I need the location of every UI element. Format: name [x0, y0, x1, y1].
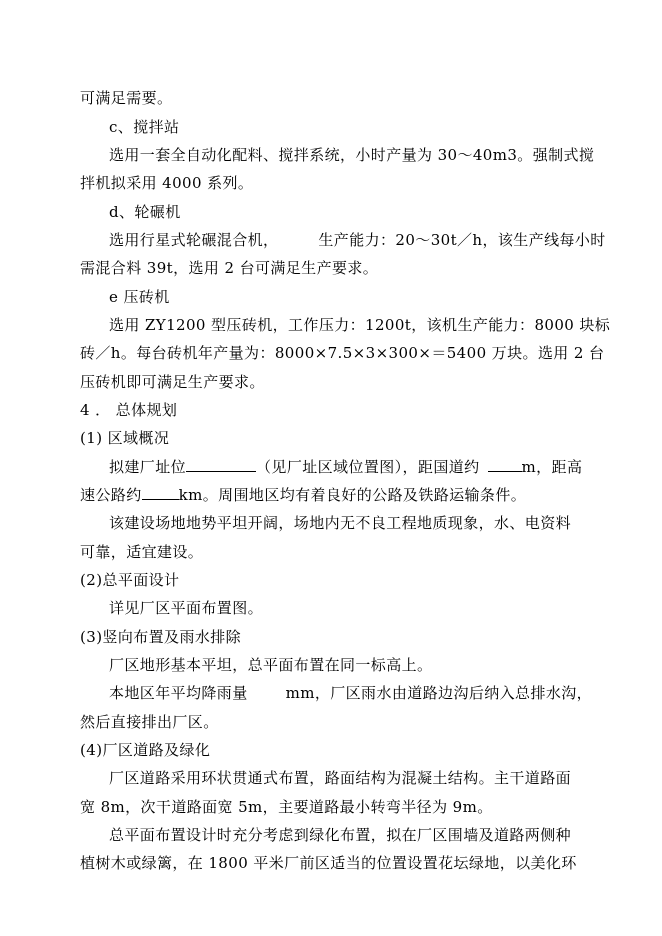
- subheading-vertical-layout: (3)竖向布置及雨水排除: [80, 628, 242, 646]
- subheading-roads-greening: (4)厂区道路及绿化: [80, 741, 211, 759]
- fill-in-blank: [488, 457, 522, 472]
- text-line: 厂区道路采用环状贯通式布置，路面结构为混凝土结构。主干道路面: [109, 769, 572, 787]
- text-segment: m，距高: [521, 458, 583, 476]
- text-line: 需混合料 39t，选用 2 台可满足生产要求。: [80, 259, 379, 277]
- text-line: 详见厂区平面布置图。: [109, 599, 264, 617]
- text-line: [109, 457, 582, 477]
- text-line: 植树木或绿篱，在 1800 平米厂前区适当的位置设置花坛绿地，以美化环: [80, 854, 577, 872]
- fill-in-blank: [142, 485, 179, 500]
- text-segment: 本地区年平均降雨量: [109, 684, 248, 702]
- text-line: 压砖机即可满足生产要求。: [80, 373, 265, 391]
- text-line: 然后直接排出厂区。: [80, 713, 219, 731]
- text-line: 拌机拟采用 4000 系列。: [80, 174, 254, 192]
- text-line: [80, 485, 526, 505]
- heading-wheel-mill: d、轮碾机: [109, 203, 181, 221]
- subheading-region-overview: (1) 区域概况: [80, 429, 170, 447]
- text-line: 砖／h。每台砖机年产量为：8000×7.5×3×300×＝5400 万块。选用 2 台: [80, 344, 605, 362]
- heading-mixing-station: c、搅拌站: [109, 118, 180, 136]
- heading-brick-press: e 压砖机: [109, 288, 170, 306]
- text-segment: 速公路约: [80, 486, 142, 504]
- text-segment: 拟建厂址位: [109, 458, 187, 476]
- text-line: [109, 683, 592, 703]
- text-line: 总平面布置设计时充分考虑到绿化布置，拟在厂区围墙及道路两侧种: [109, 826, 572, 844]
- text-line: 宽 8m，次干道路面宽 5m，主要道路最小转弯半径为 9m。: [80, 798, 493, 816]
- text-line: 该建设场地地势平坦开阔，场地内无不良工程地质现象，水、电资料: [109, 514, 572, 532]
- text-line: 可靠，适宜建设。: [80, 543, 204, 561]
- text-segment: mm，厂区雨水由道路边沟后纳入总排水沟，: [285, 684, 593, 702]
- text-line: 厂区地形基本平坦，总平面布置在同一标高上。: [109, 656, 433, 674]
- section-heading-overall-planning: 4 ． 总体规划: [80, 401, 178, 419]
- text-line: 选用一套全自动化配料、搅拌系统，小时产量为 30～40m3。强制式搅: [109, 146, 595, 164]
- fill-in-blank: [186, 457, 256, 472]
- text-segment: （见厂址区域位置图），距国道约: [256, 458, 480, 476]
- text-segment: 生产能力：20～30t／h，该生产线每小时: [318, 231, 606, 249]
- subheading-site-plan: (2)总平面设计: [80, 571, 180, 589]
- text-segment: 选用行星式轮碾混合机，: [109, 231, 279, 249]
- text-segment: km。周围地区均有着良好的公路及铁路运输条件。: [178, 486, 527, 504]
- text-line: 可满足需要。: [80, 89, 173, 107]
- text-line: 选用 ZY1200 型压砖机，工作压力：1200t，该机生产能力：8000 块标: [109, 316, 611, 334]
- text-line: [109, 230, 606, 250]
